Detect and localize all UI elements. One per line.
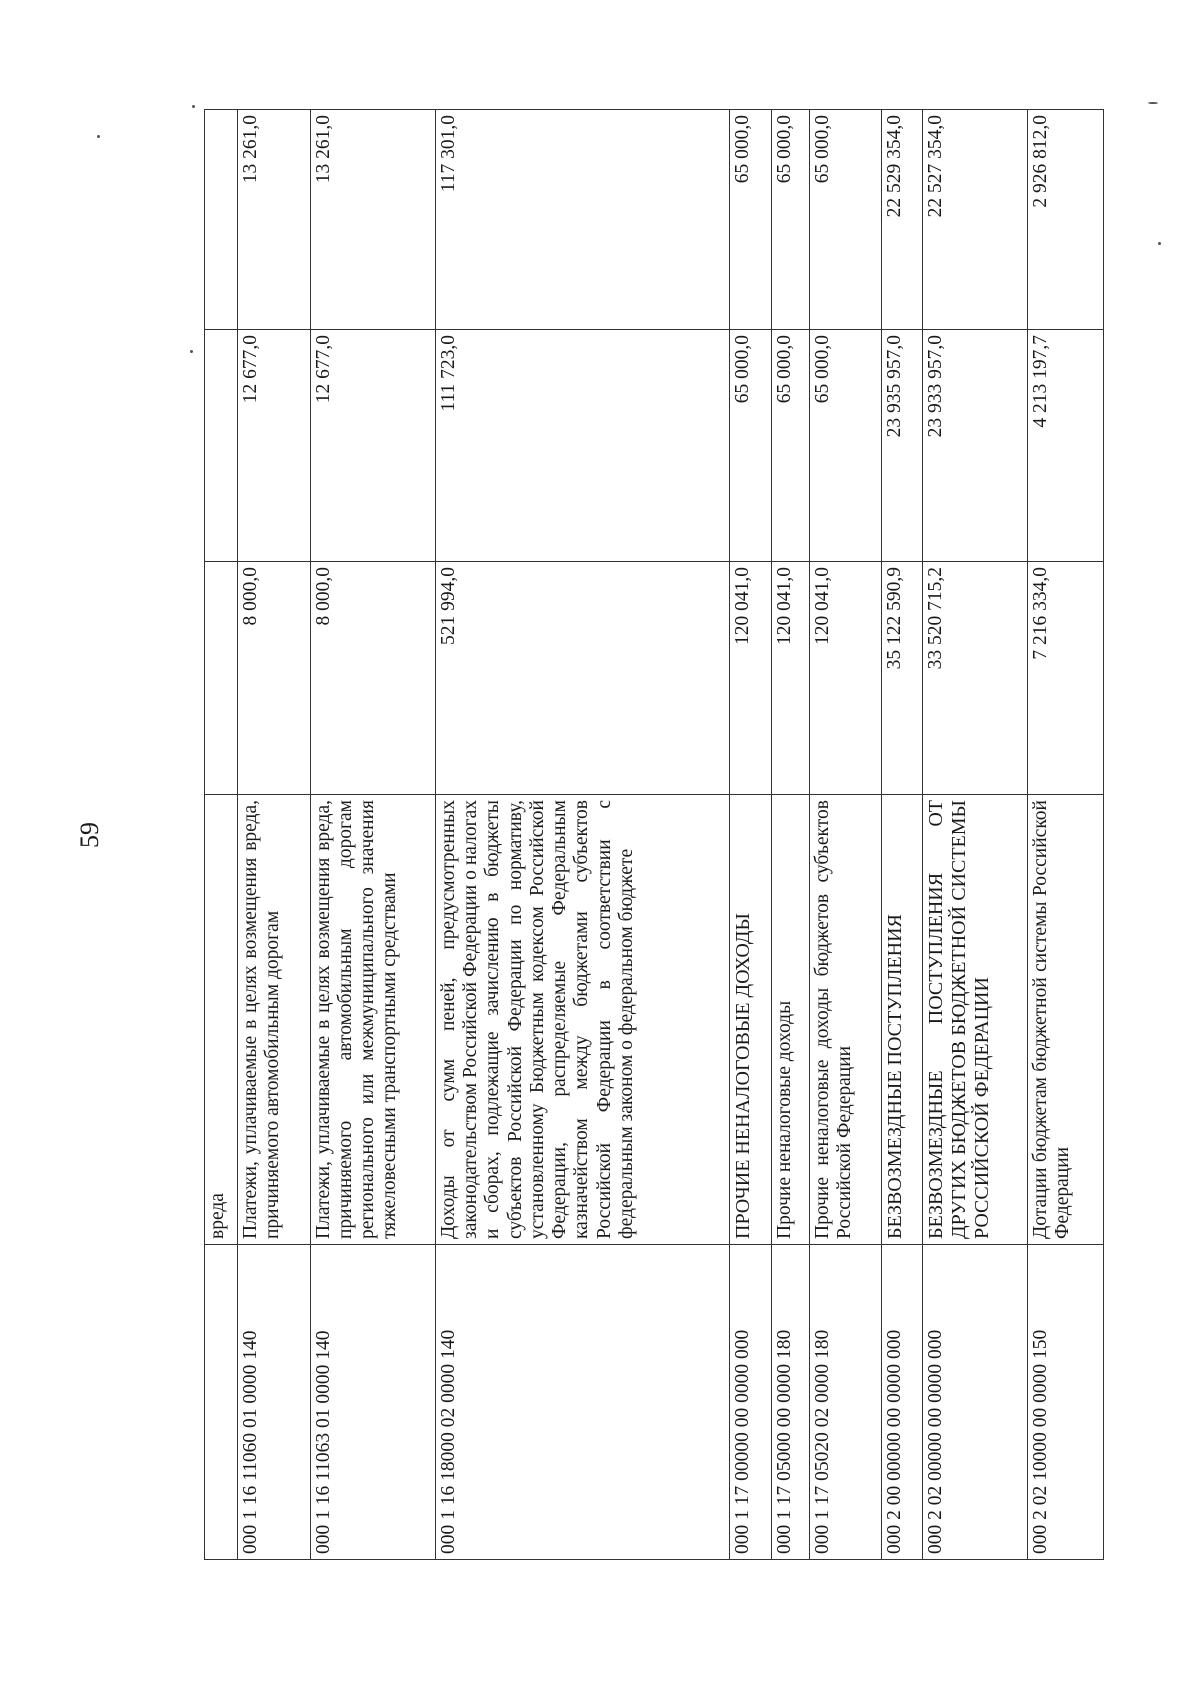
table-row [730,110,771,1560]
value-cell-1 [205,562,238,795]
value-cell-1: 521 994,0 [436,562,730,795]
value-cell-2: 23 933 957,0 [923,330,1028,562]
value-cell-3: 22 527 354,0 [923,110,1028,330]
table-row [809,110,881,1560]
value-cell-2: 12 677,0 [237,330,310,562]
value-cell-3: 65 000,0 [730,110,771,330]
value-cell-1: 8 000,0 [237,562,310,795]
rotated-table-container [204,110,1104,1560]
code-cell: 000 1 17 00000 00 0000 000 [730,1245,771,1560]
table-row [310,110,435,1560]
code-cell: 000 1 16 11060 01 0000 140 [237,1245,310,1560]
value-cell-3: 65 000,0 [771,110,809,330]
value-cell-3 [205,110,238,330]
table-row [771,110,809,1560]
scan-speck [192,105,195,108]
value-cell-2: 4 213 197,7 [1027,330,1103,562]
table-row [923,110,1028,1560]
name-cell: Прочие неналоговые доходы бюджетов субъектов Российской Федерации [809,795,881,1245]
value-cell-2: 12 677,0 [310,330,435,562]
value-cell-2: 65 000,0 [771,330,809,562]
name-cell: БЕЗВОЗМЕЗДНЫЕ ПОСТУПЛЕНИЯ [881,795,922,1245]
value-cell-3: 2 926 812,0 [1027,110,1103,330]
value-cell-3: 13 261,0 [310,110,435,330]
value-cell-1: 33 520 715,2 [923,562,1028,795]
code-cell: 000 2 02 10000 00 0000 150 [1027,1245,1103,1560]
table-row [1027,110,1103,1560]
page-number: 59 [75,822,104,848]
name-cell: Прочие неналоговые доходы [771,795,809,1245]
name-cell: ПРОЧИЕ НЕНАЛОГОВЫЕ ДОХОДЫ [730,795,771,1245]
name-cell: Платежи, уплачиваемые в целях возмещения вреда, причиняемого автомобильным дорогам регионального или межмуниципального значения тяжеловесными транспортными средствами [310,795,435,1245]
value-cell-2: 23 935 957,0 [881,330,922,562]
name-cell: Доходы от сумм пеней, предусмотренных законодательством Российской Федерации о налогах и сборах, подлежащие зачислению в бюджеты субъектов Российской Федерации по нормативу, установленному Бюджетным кодексом Российской Федерации, распределяемые Федеральным казначейством между бюджетами субъектов Российской Федерации в соответствии с федеральным законом о федеральном бюджете [436,795,730,1245]
table-row [237,110,310,1560]
value-cell-2: 65 000,0 [730,330,771,562]
scan-speck [1148,102,1158,104]
scan-speck [97,135,100,138]
value-cell-1: 8 000,0 [310,562,435,795]
revenue-table [204,109,1104,1560]
value-cell-1: 120 041,0 [730,562,771,795]
name-cell: Дотации бюджетам бюджетной системы Российской Федерации [1027,795,1103,1245]
code-cell [205,1245,238,1560]
table-row [436,110,730,1560]
code-cell: 000 1 17 05000 00 0000 180 [771,1245,809,1560]
code-cell: 000 1 17 05020 02 0000 180 [809,1245,881,1560]
name-cell: Платежи, уплачиваемые в целях возмещения вреда, причиняемого автомобильным дорогам [237,795,310,1245]
value-cell-3: 13 261,0 [237,110,310,330]
code-cell: 000 2 02 00000 00 0000 000 [923,1245,1028,1560]
value-cell-1: 35 122 590,9 [881,562,922,795]
value-cell-1: 120 041,0 [771,562,809,795]
value-cell-3: 117 301,0 [436,110,730,330]
name-cell: БЕЗВОЗМЕЗДНЫЕ ПОСТУПЛЕНИЯ ОТ ДРУГИХ БЮДЖЕТОВ БЮДЖЕТНОЙ СИСТЕМЫ РОССИЙСКОЙ ФЕДЕРАЦИИ [923,795,1028,1245]
value-cell-3: 22 529 354,0 [881,110,922,330]
value-cell-3: 65 000,0 [809,110,881,330]
scan-speck [1158,242,1161,245]
code-cell: 000 2 00 00000 00 0000 000 [881,1245,922,1560]
value-cell-1: 7 216 334,0 [1027,562,1103,795]
scan-speck [190,350,193,353]
table-row [205,110,238,1560]
value-cell-2 [205,330,238,562]
code-cell: 000 1 16 18000 02 0000 140 [436,1245,730,1560]
value-cell-2: 111 723,0 [436,330,730,562]
table-row [881,110,922,1560]
name-cell: вреда [205,795,238,1245]
code-cell: 000 1 16 11063 01 0000 140 [310,1245,435,1560]
value-cell-1: 120 041,0 [809,562,881,795]
value-cell-2: 65 000,0 [809,330,881,562]
